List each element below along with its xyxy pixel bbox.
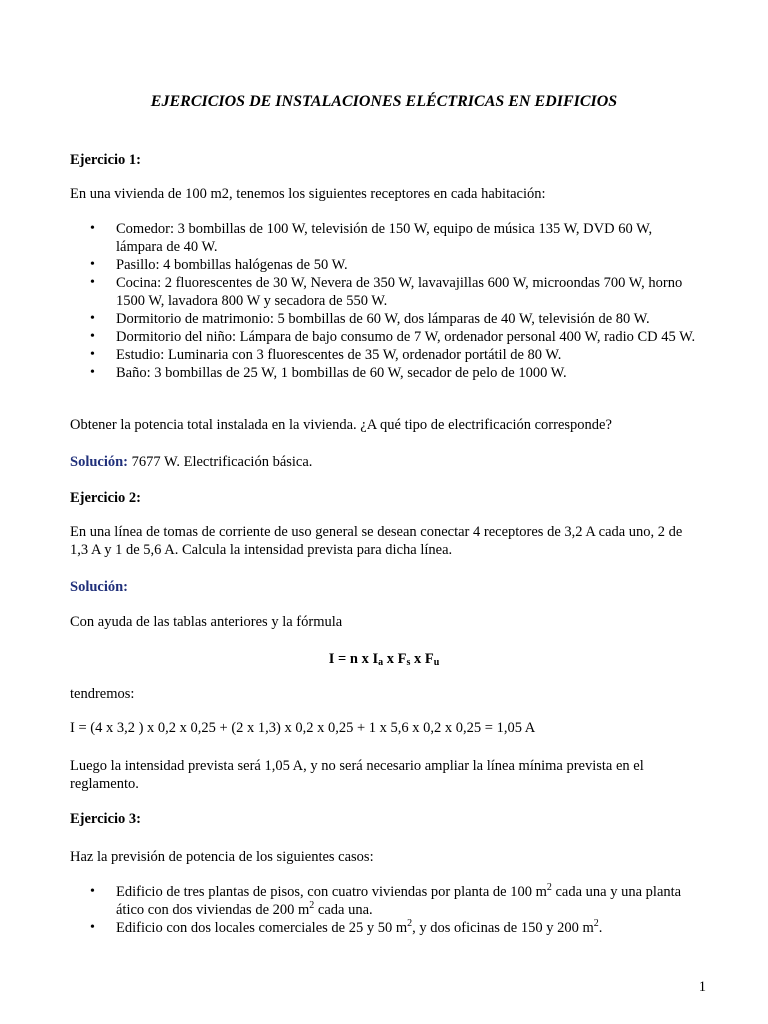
list-item: • Estudio: Luminaria con 3 fluorescentes de 35 W, ordenador portátil de 80 W.: [70, 346, 700, 364]
exercise-1-intro: En una vivienda de 100 m2, tenemos los siguientes receptores en cada habitación:: [70, 186, 546, 202]
solution-label: Solución:: [70, 454, 129, 470]
exercise-1-heading: Ejercicio 1:: [70, 152, 141, 168]
exercise-2-conclusion: Luego la intensidad prevista será 1,05 A, y no será necesario ampliar la línea mínima prevista en el reglamento.: [70, 758, 644, 792]
exercise-2-calculation: I = (4 x 3,2 ) x 0,2 x 0,25 + (2 x 1,3) x 0,2 x 0,25 + 1 x 5,6 x 0,2 x 0,25 = 1,05 A: [70, 720, 536, 736]
document-title: EJERCICIOS DE INSTALACIONES ELÉCTRICAS EN EDIFICIOS: [150, 93, 618, 110]
list-item: • Baño: 3 bombillas de 25 W, 1 bombillas de 60 W, secador de pelo de 1000 W.: [70, 364, 700, 382]
exercise-2-statement: En una línea de tomas de corriente de uso general se desean conectar 4 receptores de 3,2 A cada uno, 2 de 1,3 A y 1 de 5,6 A. Calcula la intensidad prevista para dicha línea.: [70, 524, 683, 558]
page-number: 1: [698, 979, 706, 995]
exercise-3-heading: Ejercicio 3:: [70, 811, 141, 827]
exercise-1-question: Obtener la potencia total instalada en la vivienda. ¿A qué tipo de electrificación corresponde?: [70, 417, 612, 433]
list-item: • Edificio de tres plantas de pisos, con cuatro viviendas por planta de 100 $m^2$ cada una y una planta ático con dos viviendas de 200 $m^2$ cada una.: [70, 883, 700, 919]
exercise-2-then: tendremos:: [70, 686, 135, 702]
exercise-2-lead: Con ayuda de las tablas anteriores y la fórmula: [70, 614, 343, 630]
exercise-3-intro: Haz la previsión de potencia de los siguientes casos:: [70, 849, 374, 865]
list-item: • Dormitorio del niño: Lámpara de bajo consumo de 7 W, ordenador personal 400 W, radio CD 45 W.: [70, 328, 700, 346]
list-item: • Cocina: 2 fluorescentes de 30 W, Nevera de 350 W, lavavajillas 600 W, microondas 700 W, horno 1500 W, lavadora 800 W y secadora de 550 W.: [70, 274, 700, 310]
exercise-2-solution-label: Solución:: [70, 579, 129, 595]
exercise-1-solution: [70, 453, 700, 471]
list-item: • Pasillo: 4 bombillas halógenas de 50 W.: [70, 256, 700, 274]
exercise-3-list: [70, 883, 700, 937]
exercise-2-heading: Ejercicio 2:: [70, 490, 141, 506]
list-item: • Edificio con dos locales comerciales de 25 y 50 $m^2$, y dos oficinas de 150 y 200 $m^2$.: [70, 919, 700, 937]
solution-text: 7677 W. Electrificación básica.: [128, 454, 313, 470]
list-item: • Comedor: 3 bombillas de 100 W, televisión de 150 W, equipo de música 135 W, DVD 60 W, lámpara de 40 W.: [70, 220, 700, 256]
formula: I = n x $I_a$ x $F_s$ x $F_u$: [328, 651, 440, 668]
list-item: • Dormitorio de matrimonio: 5 bombillas de 60 W, dos lámparas de 40 W, televisión de 80 W.: [70, 310, 700, 328]
exercise-1-list: [70, 220, 700, 382]
